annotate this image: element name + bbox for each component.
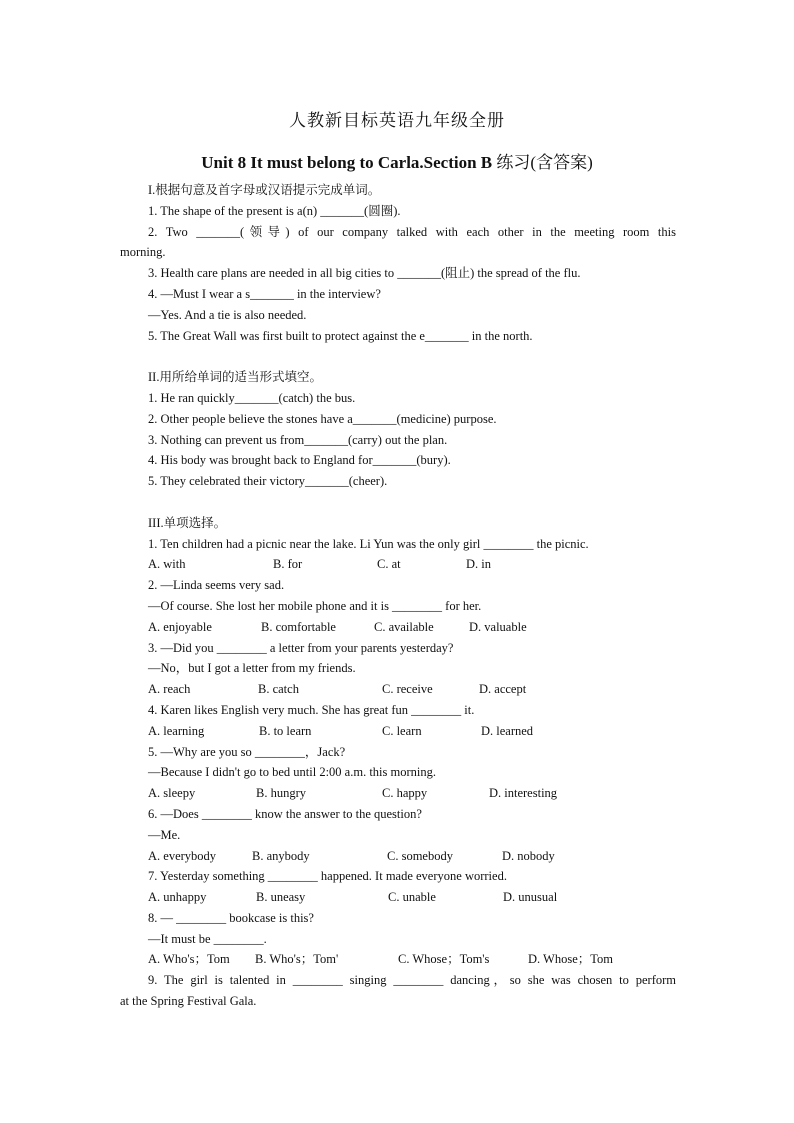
- answer-options: [120, 949, 676, 970]
- option-c: C. Whose；Tom's: [398, 952, 490, 967]
- option-b: B. uneasy: [256, 890, 306, 905]
- option-c: C. receive: [382, 682, 433, 697]
- question-stem: 2. —Linda seems very sad.: [148, 578, 285, 593]
- question-stem: 7. Yesterday something ________ happened. It made everyone worried.: [148, 869, 507, 884]
- exercise-line: 2. Two _______(领导) of our company talked with each other in the meeting room this: [148, 224, 676, 239]
- option-d: D. learned: [481, 723, 534, 738]
- option-b: B. comfortable: [261, 619, 336, 634]
- option-d: D. unusual: [503, 890, 558, 905]
- exercise-line: 1. He ran quickly_______(catch) the bus.: [148, 390, 356, 405]
- question-stem: 6. —Does ________ know the answer to the question?: [148, 806, 422, 821]
- question-stem: —No，but I got a letter from my friends.: [148, 661, 356, 676]
- worksheet-body: [120, 180, 676, 1012]
- exercise-line: 2. Other people believe the stones have a_______(medicine) purpose.: [148, 411, 497, 426]
- question-stem: —Me.: [148, 827, 181, 842]
- subtitle-english: Unit 8 It must belong to Carla.Section B: [201, 153, 493, 172]
- answer-options: [120, 679, 676, 700]
- exercise-line: —Yes. And a tie is also needed.: [148, 307, 307, 322]
- option-d: D. accept: [479, 682, 527, 697]
- option-b: B. to learn: [259, 723, 312, 738]
- question-stem: —Of course. She lost her mobile phone and it is ________ for her.: [148, 598, 482, 613]
- option-b: B. hungry: [256, 786, 306, 801]
- exercise-line: 5. They celebrated their victory_______(cheer).: [148, 474, 388, 489]
- option-a: A. learning: [148, 723, 205, 738]
- option-c: C. somebody: [387, 848, 453, 863]
- option-a: A. enjoyable: [148, 619, 212, 634]
- option-a: A. with: [148, 557, 186, 572]
- question-stem: —It must be ________.: [148, 931, 267, 946]
- exercise-line: 4. —Must I wear a s_______ in the interview?: [148, 286, 381, 301]
- exercise-line: 3. Nothing can prevent us from_______(carry) out the plan.: [148, 432, 448, 447]
- option-a: A. everybody: [148, 848, 217, 863]
- question-stem: 4. Karen likes English very much. She has great fun ________ it.: [148, 702, 475, 717]
- option-b: B. catch: [258, 682, 299, 697]
- option-a: A. reach: [148, 682, 191, 697]
- spacer: [120, 346, 676, 367]
- exercise-line: 4. His body was brought back to England for_______(bury).: [148, 453, 451, 468]
- option-b: B. anybody: [252, 848, 310, 863]
- answer-options: [120, 783, 676, 804]
- answer-options: [120, 887, 676, 908]
- section-heading: II.用所给单词的适当形式填空。: [148, 370, 322, 385]
- option-c: C. at: [377, 557, 401, 572]
- spacer: [120, 492, 676, 513]
- option-d: D. in: [466, 557, 491, 572]
- option-b: B. for: [273, 557, 303, 572]
- question-stem: 5. —Why are you so ________，Jack?: [148, 744, 346, 759]
- section-heading: I.根据句意及首字母或汉语提示完成单词。: [148, 183, 381, 197]
- exercise-line: morning.: [120, 245, 166, 260]
- question-stem: 3. —Did you ________ a letter from your parents yesterday?: [148, 640, 454, 655]
- option-c: C. happy: [382, 786, 428, 801]
- question-stem: 9. The girl is talented in ________ singing ________ dancing，so she was chosen to perform: [148, 973, 676, 988]
- exercise-line: 1. The shape of the present is a(n) _______(圆圈).: [148, 203, 401, 218]
- option-a: A. Who's；Tom: [148, 952, 230, 967]
- option-c: C. available: [374, 619, 434, 634]
- option-c: C. learn: [382, 723, 422, 738]
- answer-options: [120, 554, 676, 575]
- question-stem: 8. — ________ bookcase is this?: [148, 910, 314, 925]
- option-a: A. unhappy: [148, 890, 207, 905]
- question-stem: —Because I didn't go to bed until 2:00 a.m. this morning.: [148, 765, 436, 780]
- exercise-line: 5. The Great Wall was first built to protect against the e_______ in the north.: [148, 328, 533, 343]
- question-stem: 1. Ten children had a picnic near the lake. Li Yun was the only girl ________ the picnic.: [148, 536, 589, 551]
- page-title: 人教新目标英语九年级全册: [289, 111, 505, 130]
- answer-options: [120, 846, 676, 867]
- option-d: D. Whose；Tom: [528, 952, 613, 967]
- section-heading: III.单项选择。: [148, 515, 227, 530]
- exercise-line: 3. Health care plans are needed in all big cities to _______(阻止) the spread of the flu.: [148, 266, 581, 281]
- option-c: C. unable: [388, 890, 436, 905]
- option-b: B. Who's；Tom': [255, 952, 339, 967]
- option-a: A. sleepy: [148, 786, 196, 801]
- answer-options: [120, 617, 676, 638]
- question-stem: at the Spring Festival Gala.: [120, 994, 257, 1009]
- subtitle-suffix: 练习(含答案): [492, 153, 593, 172]
- option-d: D. interesting: [489, 786, 558, 801]
- answer-options: [120, 721, 676, 742]
- page-subtitle: [0, 148, 794, 173]
- option-d: D. nobody: [502, 848, 555, 863]
- option-d: D. valuable: [469, 619, 527, 634]
